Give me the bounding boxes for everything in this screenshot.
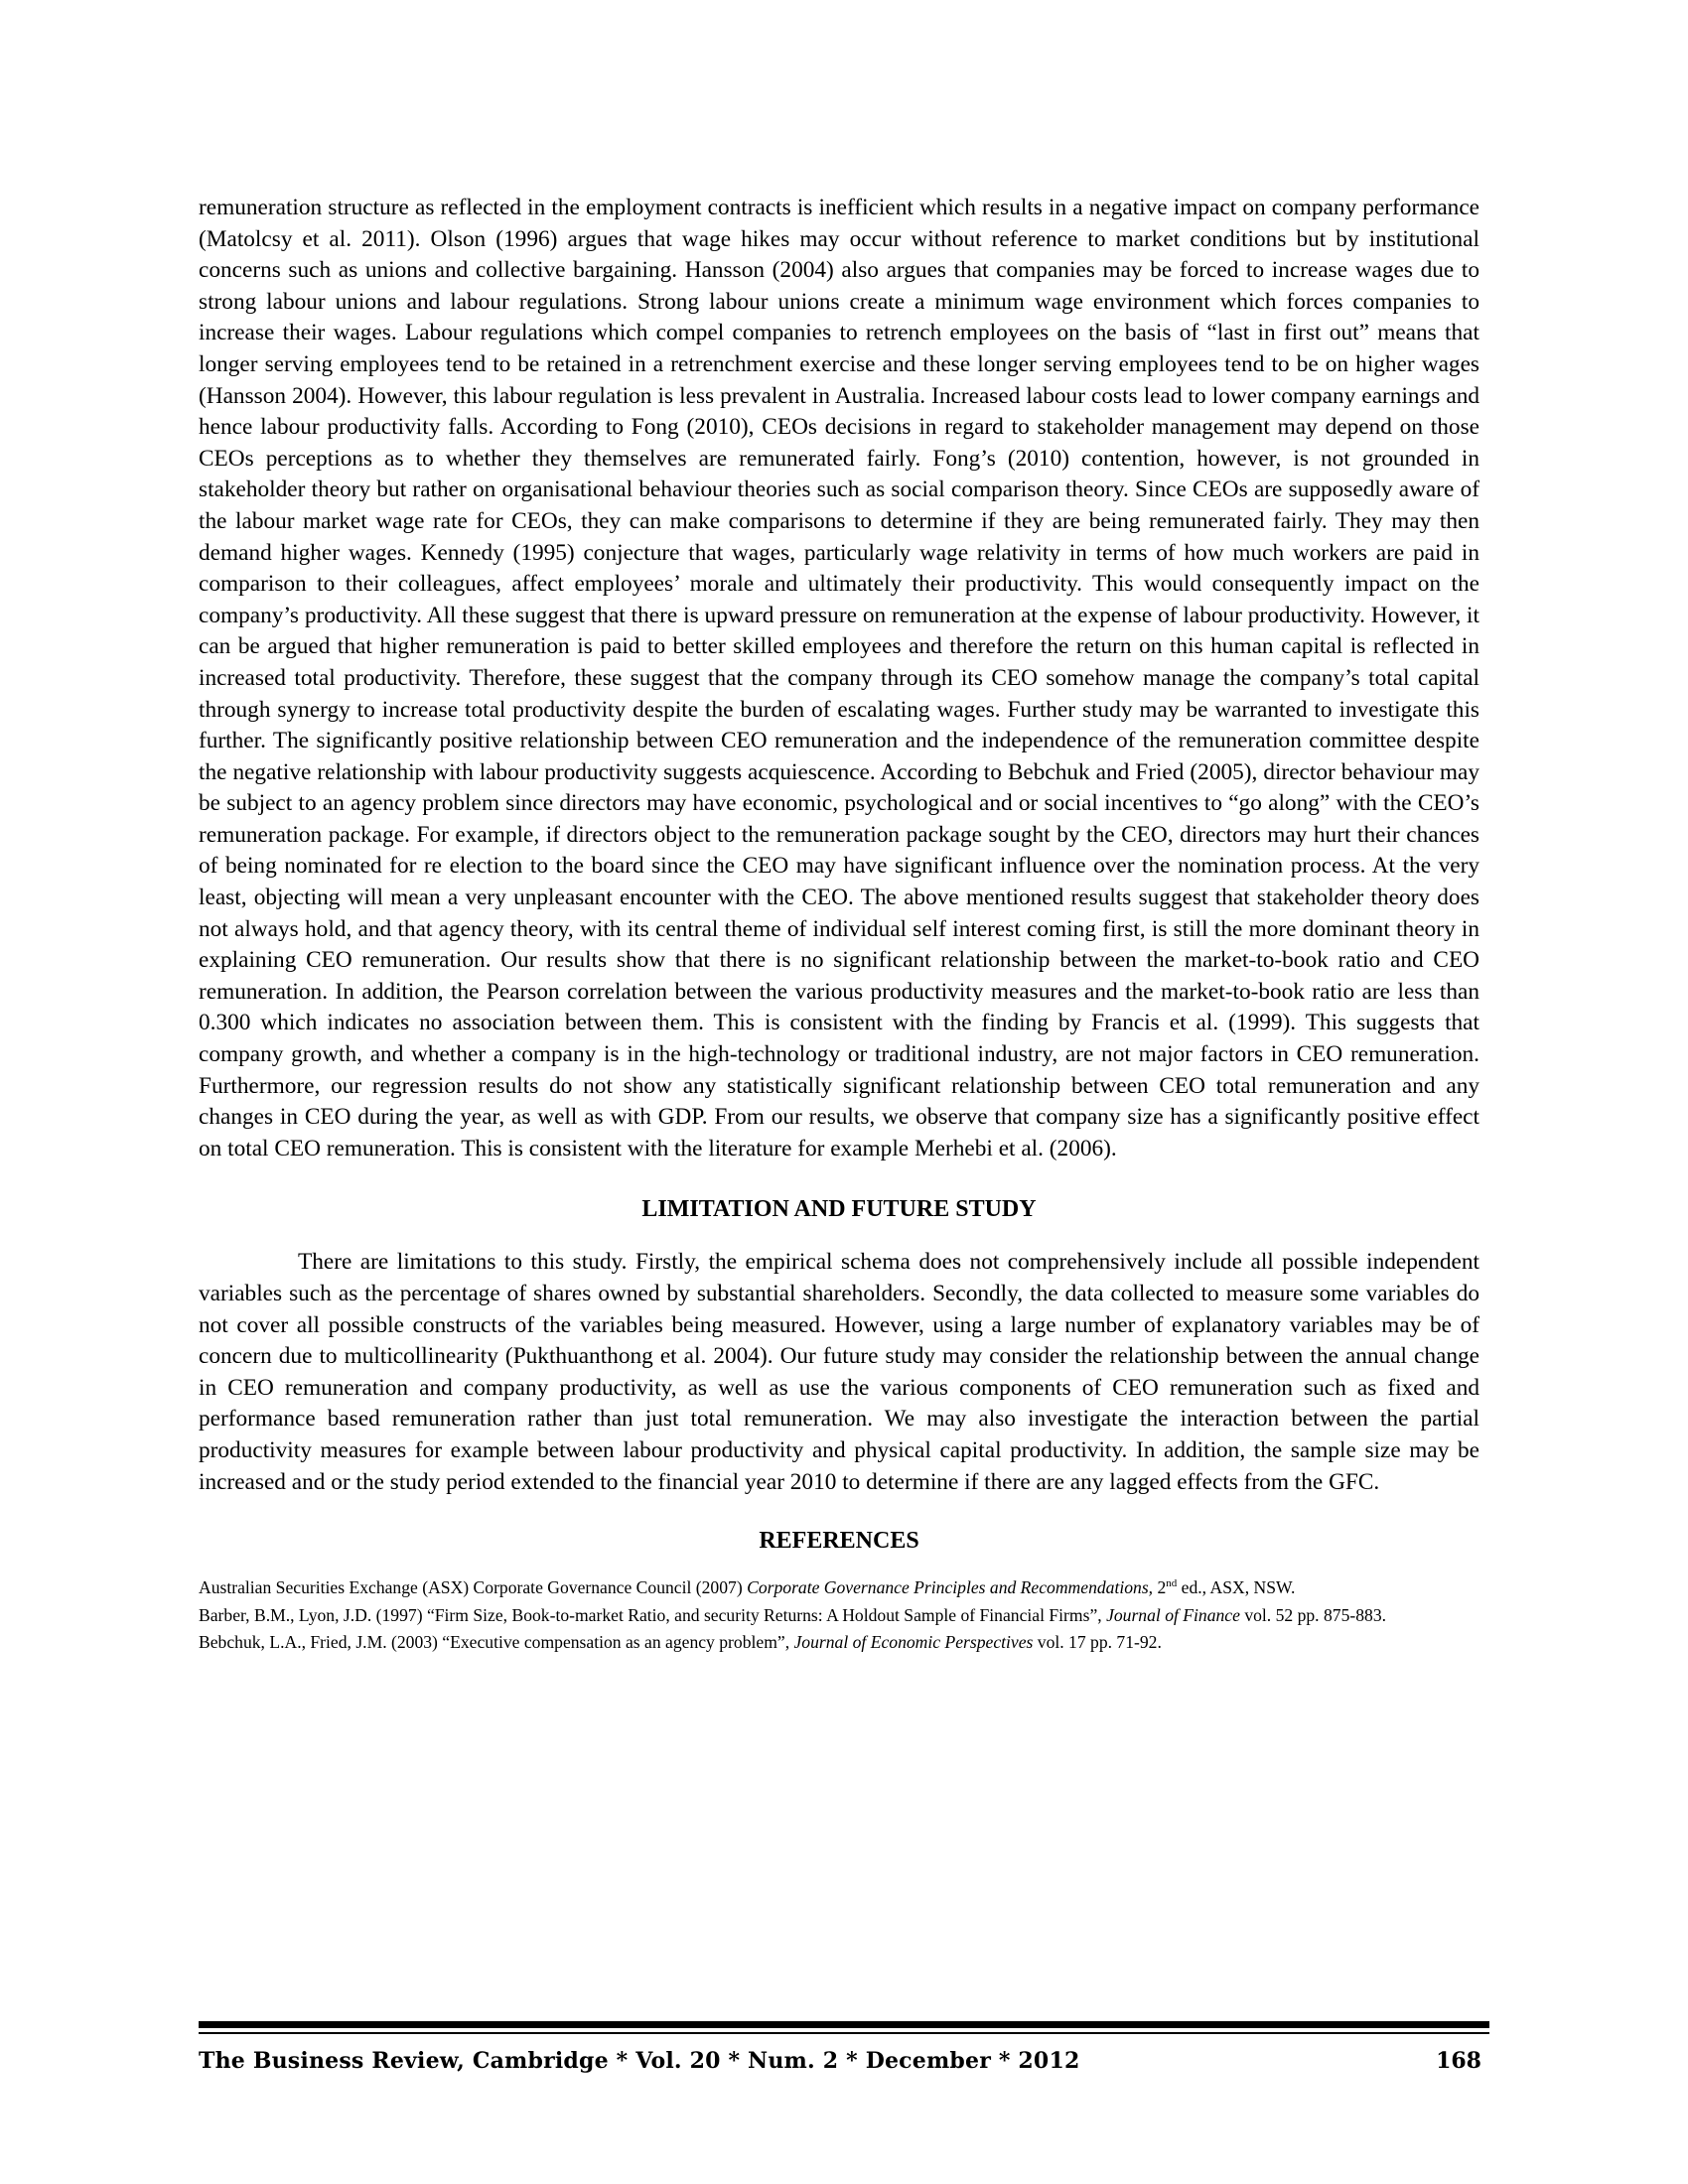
reference-title: Journal of Economic Perspectives — [793, 1632, 1034, 1653]
reference-item — [199, 1576, 1479, 1600]
reference-text: ed., ASX, NSW. — [1177, 1577, 1296, 1598]
footer-rule-thick — [199, 2021, 1489, 2028]
reference-superscript: nd — [1166, 1577, 1178, 1590]
reference-title: Journal of Finance — [1106, 1604, 1240, 1625]
reference-text: vol. 17 pp. 71-92. — [1033, 1632, 1162, 1653]
reference-title: Corporate Governance Principles and Recommendations, — [747, 1577, 1154, 1598]
reference-text: vol. 52 pp. 875-883. — [1239, 1604, 1387, 1625]
footer-journal-info: The Business Review, Cambridge * Vol. 20 * Num. 2 * December * 2012 — [199, 2048, 1080, 2074]
reference-text: 2 — [1153, 1577, 1167, 1598]
footer-page-number: 168 — [1436, 2048, 1481, 2074]
reference-text: Barber, B.M., Lyon, J.D. (1997) “Firm Size, Book-to-market Ratio, and security Returns: A Holdout Sample of Financial Firms”, — [199, 1604, 1107, 1625]
body-paragraph: remuneration structure as reflected in the employment contracts is inefficient which results in a negative impact on company performance (Matolcsy et al. 2011). Olson (1996) argues that wage hikes may occur without reference to market conditions but by institutional concerns such as unions and collective bargaining. Hansson (2004) also argues that companies may be forced to increase wages due to strong labour unions and labour regulations. Strong labour unions create a minimum wage environment which forces companies to increase their wages. Labour regulations which compel companies to retrench employees on the basis of “last in first out” means that longer serving employees tend to be retained in a retrenchment exercise and these longer serving employees tend to be on higher wages (Hansson 2004). However, this labour regulation is less prevalent in Australia. Increased labour costs lead to lower company earnings and hence labour productivity falls. According to Fong (2010), CEOs decisions in regard to stakeholder management may depend on those CEOs perceptions as to whether they themselves are remunerated fairly. Fong’s (2010) contention, however, is not grounded in stakeholder theory but rather on organisational behaviour theories such as social comparison theory. Since CEOs are supposedly aware of the labour market wage rate for CEOs, they can make comparisons to determine if they are being remunerated fairly. They may then demand higher wages. Kennedy (1995) conjecture that wages, particularly wage relativity in terms of how much workers are paid in comparison to their colleagues, affect employees’ morale and ultimately their productivity. This would consequently impact on the company’s productivity. All these suggest that there is upward pressure on remuneration at the expense of labour productivity. However, it can be argued that higher remuneration is paid to better skilled employees and therefore the return on this human capital is reflected in increased total productivity. Therefore, these suggest that the company through its CEO somehow manage the company’s total capital through synergy to increase total productivity despite the burden of escalating wages. Further study may be warranted to investigate this further. The significantly positive relationship between CEO remuneration and the independence of the remuneration committee despite the negative relationship with labour productivity suggests acquiescence. According to Bebchuk and Fried (2005), director behaviour may be subject to an agency problem since directors may have economic, psychological and or social incentives to “go along” with the CEO’s remuneration package. For example, if directors object to the remuneration package sought by the CEO, directors may hurt their chances of being nominated for re election to the board since the CEO may have significant influence over the nomination process. At the very least, objecting will mean a very unpleasant encounter with the CEO. The above mentioned results suggest that stakeholder theory does not always hold, and that agency theory, with its central theme of individual self interest coming first, is still the more dominant theory in explaining CEO remuneration. Our results show that there is no significant relationship between the market-to-book ratio and CEO remuneration. In addition, the Pearson correlation between the various productivity measures and the market-to-book ratio are less than 0.300 which indicates no association between them. This is consistent with the finding by Francis et al. (1999). This suggests that company growth, and whether a company is in the high-technology or traditional industry, are not major factors in CEO remuneration. Furthermore, our regression results do not show any statistically significant relationship between CEO total remuneration and any changes in CEO during the year, as well as with GDP. From our results, we observe that company size has a significantly positive effect on total CEO remuneration. This is consistent with the literature for example Merhebi et al. (2006). — [199, 195, 1479, 1161]
footer-rule-thin — [199, 2032, 1489, 2034]
reference-item — [199, 1604, 1479, 1628]
section-heading-limitations: LIMITATION AND FUTURE STUDY — [641, 1196, 1037, 1223]
body-paragraph: There are limitations to this study. Firstly, the empirical schema does not comprehensively include all possible independent variables such as the percentage of shares owned by substantial shareholders. Secondly, the data collected to measure some variables do not cover all possible constructs of the variables being measured. However, using a large number of explanatory variables may be of concern due to multicollinearity (Pukthuanthong et al. 2004). Our future study may consider the relationship between the annual change in CEO remuneration and company productivity, as well as use the various components of CEO remuneration such as fixed and performance based remuneration rather than just total remuneration. We may also investigate the interaction between the partial productivity measures for example between labour productivity and physical capital productivity. In addition, the sample size may be increased and or the study period extended to the financial year 2010 to determine if there are any lagged effects from the GFC. — [199, 1249, 1479, 1495]
reference-item — [199, 1631, 1479, 1655]
reference-text: Bebchuk, L.A., Fried, J.M. (2003) “Executive compensation as an agency problem”, — [199, 1632, 794, 1653]
page-content — [199, 193, 1479, 1659]
section-heading-references: REFERENCES — [759, 1528, 919, 1555]
reference-list — [199, 1576, 1479, 1655]
reference-text: Australian Securities Exchange (ASX) Corporate Governance Council (2007) — [199, 1577, 748, 1598]
